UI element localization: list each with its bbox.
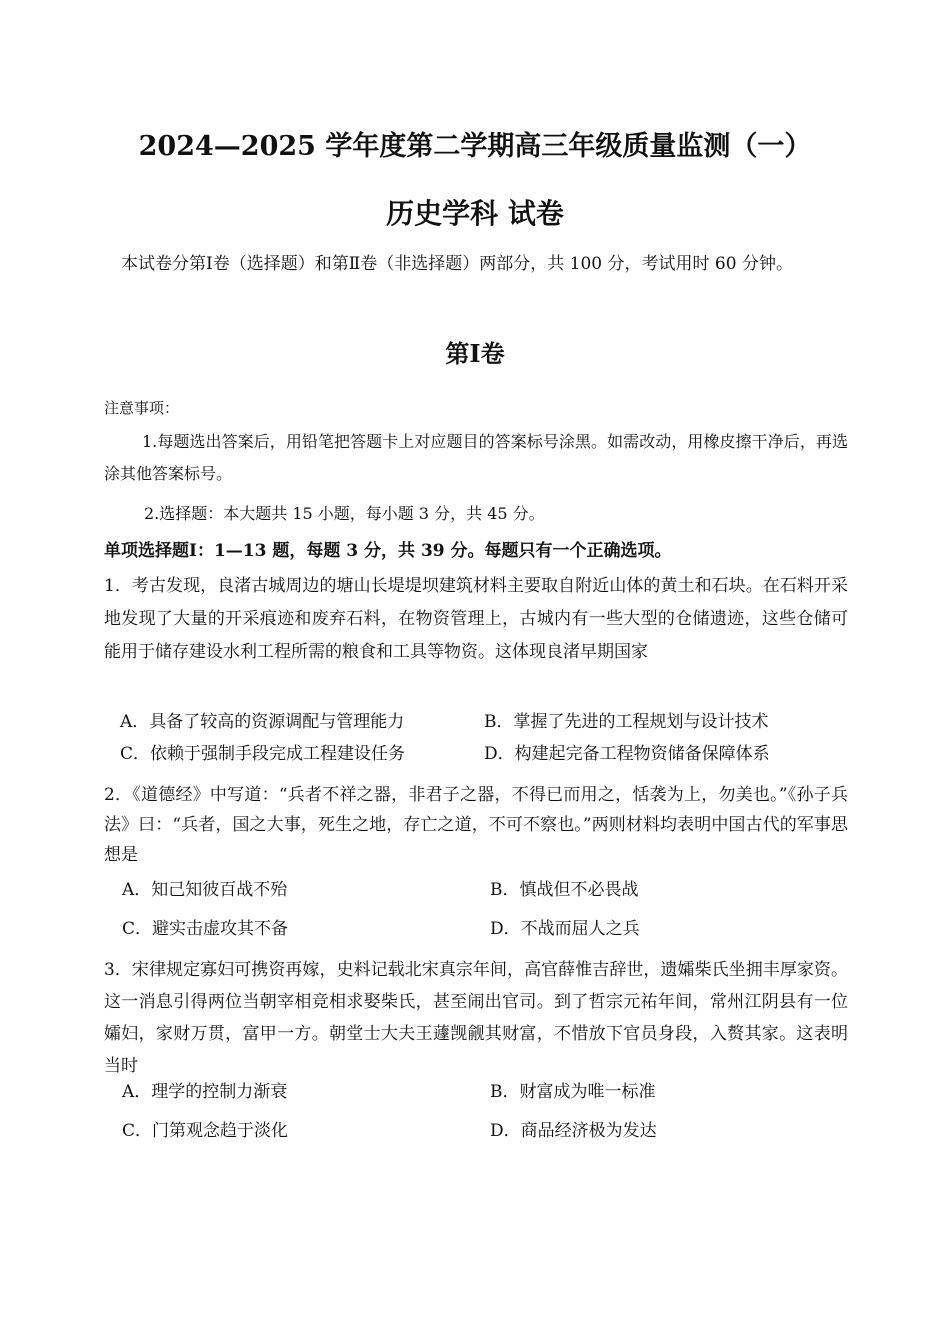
notice-item-1: 1.每题选出答案后，用铅笔把答题卡上对应题目的答案标号涂黑。如需改动，用橡皮擦干净后，再选涂其他答案标号。 xyxy=(104,432,848,483)
question-2-option-d[interactable]: D．不战而屈人之兵 xyxy=(490,919,640,939)
part-one-heading: 第Ⅰ卷 xyxy=(445,339,505,368)
notice-heading: 注意事项： xyxy=(104,399,180,417)
question-3-option-d[interactable]: D．商品经济极为发达 xyxy=(490,1121,657,1141)
notice-item-2: 2.选择题：本大题共 15 小题，每小题 3 分，共 45 分。 xyxy=(144,504,545,523)
question-1-stem: 1．考古发现，良渚古城周边的塘山长堤堤坝建筑材料主要取自附近山体的黄土和石块。在石料开采地发现了大量的开采痕迹和废弃石料，在物资管理上，古城内有一些大型的仓储遗迹，这些仓储可能用于储存建设水利工程所需的粮食和工具等物资。这体现良渚早期国家 xyxy=(104,576,848,662)
question-2-option-c[interactable]: C．避实击虚攻其不备 xyxy=(122,919,289,939)
question-3-option-c[interactable]: C．门第观念趋于淡化 xyxy=(122,1121,289,1141)
exam-subtitle: 历史学科 试卷 xyxy=(386,197,564,230)
section-heading: 单项选择题Ⅰ：1—13 题，每题 3 分，共 39 分。每题只有一个正确选项。 xyxy=(104,541,672,561)
question-2-stem: 2．《道德经》中写道：“兵者不祥之器，非君子之器，不得已而用之，恬袭为上，勿美也。”《孙子兵法》曰：“兵者，国之大事，死生之地，存亡之道，不可不察也。”两则材料均表明中国古代的军事思想是 xyxy=(104,785,848,865)
question-1-option-c[interactable]: C．依赖于强制手段完成工程建设任务 xyxy=(120,744,406,764)
exam-title: 2024—2025 学年度第二学期高三年级质量监测（一） xyxy=(138,131,812,162)
question-1-option-a[interactable]: A．具备了较高的资源调配与管理能力 xyxy=(120,712,405,732)
question-3-stem: 3．宋律规定寡妇可携资再嫁，史料记载北宋真宗年间，高官薛惟吉辞世，遗孀柴氏坐拥丰厚家资。这一消息引得两位当朝宰相竞相求娶柴氏，甚至闹出官司。到了哲宗元祐年间，常州江阴县有一位孀妇，家财万贯，富甲一方。朝堂士大夫王蘧觊觎其财富，不惜放下官员身段，入赘其家。这表明当时 xyxy=(104,960,848,1076)
question-2-option-b[interactable]: B．慎战但不必畏战 xyxy=(490,880,639,900)
question-2-option-a[interactable]: A．知己知彼百战不殆 xyxy=(122,880,288,900)
question-1-option-d[interactable]: D．构建起完备工程物资储备保障体系 xyxy=(484,744,770,764)
question-1-option-b[interactable]: B．掌握了先进的工程规划与设计技术 xyxy=(484,712,769,732)
question-3-option-b[interactable]: B．财富成为唯一标准 xyxy=(490,1082,656,1102)
question-3-option-a[interactable]: A．理学的控制力渐衰 xyxy=(122,1082,288,1102)
exam-intro: 本试卷分第Ⅰ卷（选择题）和第Ⅱ卷（非选择题）两部分，共 100 分，考试用时 60 分钟。 xyxy=(121,254,793,274)
